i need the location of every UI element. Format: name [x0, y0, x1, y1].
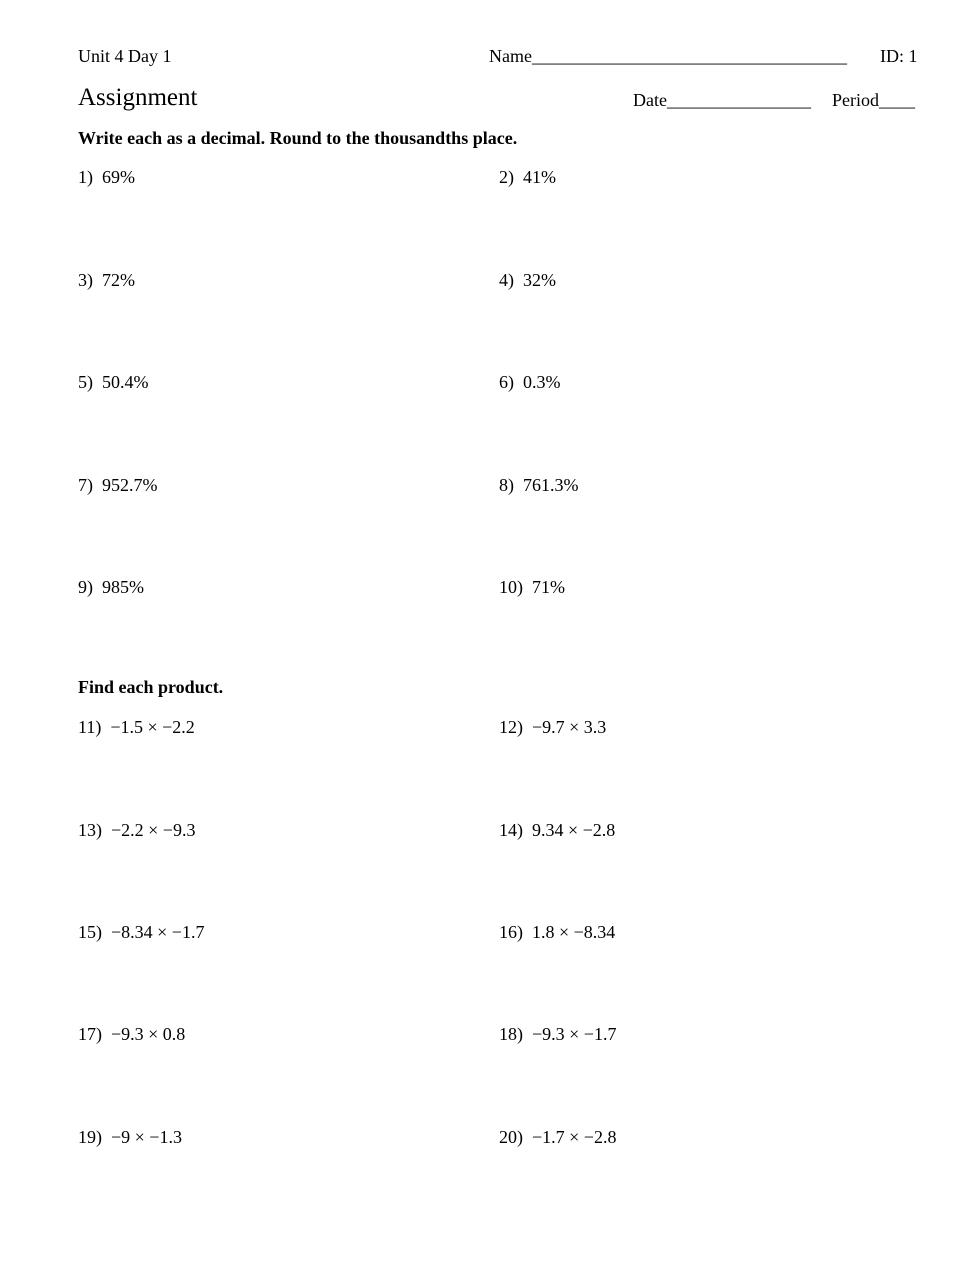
- problem-18: [499, 1024, 616, 1045]
- problem-number: 6): [499, 372, 514, 392]
- problem-19: [78, 1127, 182, 1148]
- problem-number: 5): [78, 372, 93, 392]
- period-field[interactable]: Period____: [832, 90, 915, 110]
- problem-14: [499, 820, 615, 841]
- problem-15: [78, 922, 204, 943]
- problem-number: 14): [499, 820, 523, 840]
- problem-1: [78, 167, 135, 188]
- problem-9: [78, 577, 144, 598]
- problem-expression: −8.34 × −1.7: [111, 922, 205, 942]
- problem-number: 2): [499, 167, 514, 187]
- problem-expression: 50.4%: [102, 372, 149, 392]
- problem-4: [499, 270, 556, 291]
- problem-number: 1): [78, 167, 93, 187]
- problem-expression: −9.7 × 3.3: [532, 717, 607, 737]
- problem-2: [499, 167, 556, 188]
- problem-expression: 32%: [523, 270, 556, 290]
- problem-number: 11): [78, 717, 102, 737]
- problem-7: [78, 475, 158, 496]
- problem-expression: 952.7%: [102, 475, 158, 495]
- problem-expression: 1.8 × −8.34: [532, 922, 616, 942]
- problem-20: [499, 1127, 616, 1148]
- problem-number: 13): [78, 820, 102, 840]
- problem-number: 10): [499, 577, 523, 597]
- unit-label: Unit 4 Day 1: [78, 46, 172, 66]
- problem-expression: −9.3 × −1.7: [532, 1024, 617, 1044]
- problem-8: [499, 475, 579, 496]
- problem-expression: 72%: [102, 270, 135, 290]
- problem-expression: −9.3 × 0.8: [111, 1024, 186, 1044]
- problem-expression: 69%: [102, 167, 135, 187]
- problem-number: 8): [499, 475, 514, 495]
- section-heading-products: Find each product.: [78, 677, 224, 697]
- problem-number: 16): [499, 922, 523, 942]
- date-field[interactable]: Date________________: [633, 90, 811, 110]
- section-heading-decimals: Write each as a decimal. Round to the thousandths place.: [78, 128, 518, 148]
- problem-number: 9): [78, 577, 93, 597]
- problem-17: [78, 1024, 185, 1045]
- problem-number: 3): [78, 270, 93, 290]
- id-label: ID: 1: [880, 46, 918, 66]
- problem-number: 17): [78, 1024, 102, 1044]
- problem-expression: 761.3%: [523, 475, 579, 495]
- problem-11: [78, 717, 195, 738]
- problem-expression: 9.34 × −2.8: [532, 820, 616, 840]
- name-field[interactable]: Name___________________________________: [489, 46, 847, 66]
- problem-expression: 0.3%: [523, 372, 561, 392]
- problem-expression: −1.7 × −2.8: [532, 1127, 617, 1147]
- problem-number: 20): [499, 1127, 523, 1147]
- problem-number: 18): [499, 1024, 523, 1044]
- page-title: Assignment: [78, 84, 198, 111]
- problem-number: 7): [78, 475, 93, 495]
- problem-expression: 41%: [523, 167, 556, 187]
- problem-number: 4): [499, 270, 514, 290]
- problem-expression: −2.2 × −9.3: [111, 820, 196, 840]
- problem-13: [78, 820, 195, 841]
- problem-10: [499, 577, 565, 598]
- problem-expression: −1.5 × −2.2: [110, 717, 195, 737]
- problem-expression: −9 × −1.3: [111, 1127, 182, 1147]
- problem-number: 15): [78, 922, 102, 942]
- problem-3: [78, 270, 135, 291]
- problem-number: 12): [499, 717, 523, 737]
- problem-12: [499, 717, 606, 738]
- problem-6: [499, 372, 561, 393]
- problem-5: [78, 372, 149, 393]
- problem-expression: 985%: [102, 577, 144, 597]
- problem-16: [499, 922, 615, 943]
- problem-expression: 71%: [532, 577, 565, 597]
- problem-number: 19): [78, 1127, 102, 1147]
